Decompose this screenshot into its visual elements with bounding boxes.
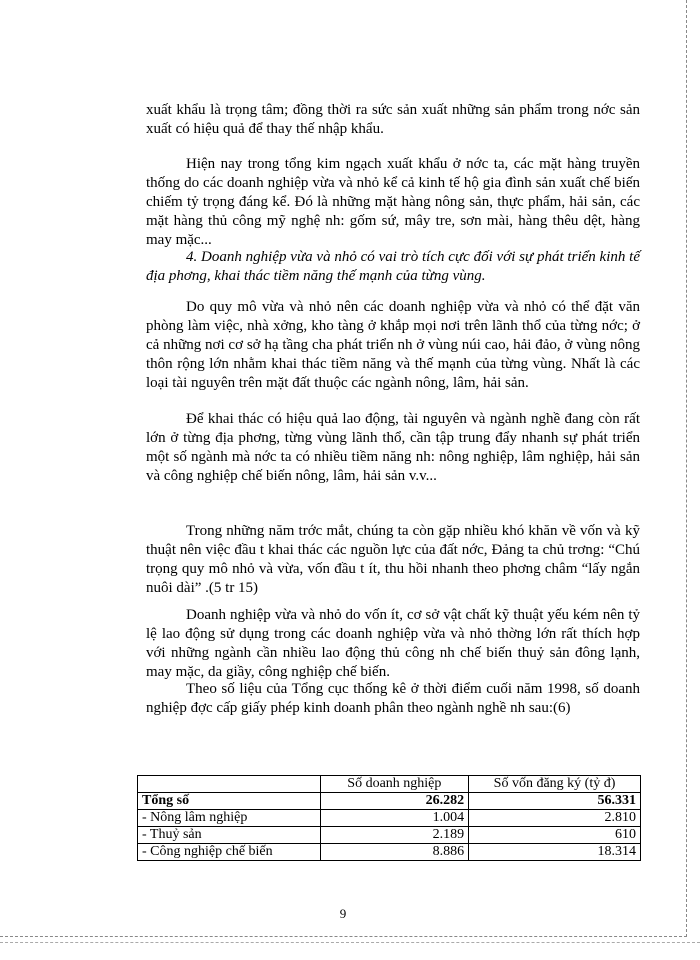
enterprise-statistics-table: [137, 775, 641, 861]
paragraph-4: [146, 298, 640, 393]
paragraph-8: [146, 680, 640, 718]
capital-cell: 18.314: [469, 844, 641, 861]
paragraph-text: Doanh nghiệp vừa và nhỏ do vốn ít, cơ sở vật chất kỹ thuật yếu kém nên tỷ lệ lao động sử dụng trong các doanh nghiệp vừa và nhỏ thờng lớn rất thích hợp với những ngành cần nhiều lao động thủ công nh chế biến thuỷ sản đông lạnh, may mặc, da giầy, công nghiệp chế biến.: [146, 607, 640, 680]
enterprises-cell: 2.189: [320, 827, 468, 844]
paragraph-text: Theo số liệu của Tổng cục thống kê ở thời điểm cuối năm 1998, số doanh nghiệp đợc cấp giấy phép kinh doanh phân theo ngành nghề nh sau:(6): [146, 681, 640, 716]
paragraph-text: Hiện nay trong tổng kim ngạch xuất khẩu ở nớc ta, các mặt hàng truyền thống do các doanh nghiệp vừa và nhỏ kể cả kinh tế hộ gia đình sản xuất chế biến chiếm tỷ trọng đáng kể. Đó là những mặt hàng nông sản, thực phẩm, hải sản, các mặt hàng thủ công mỹ nghệ nh: gốm sứ, mây tre, sơn mài, hàng thêu dệt, hàng may mặc...: [146, 156, 640, 248]
paragraph-6: [146, 522, 640, 598]
row-label: - Thuỷ sản: [138, 827, 321, 844]
row-label: Tổng số: [138, 793, 321, 810]
header-cell: Số doanh nghiệp: [320, 776, 468, 793]
capital-cell: 610: [469, 827, 641, 844]
paragraph-text: Do quy mô vừa và nhỏ nên các doanh nghiệp vừa và nhỏ có thể đặt văn phòng làm việc, nhà xởng, kho tàng ở khắp mọi nơi trên lãnh thổ của từng nớc; ở cả những nơi cơ sở hạ tầng cha phát triển nh ở vùng núi cao, hải đảo, ở vùng nông thôn rộng lớn nhằm khai thác tiềm năng và thế mạnh của từng vùng. Nhất là các loại tài nguyên trên mặt đất thuộc các ngành nông, lâm, hải sản.: [146, 299, 640, 391]
capital-cell: 56.331: [469, 793, 641, 810]
paragraph-7: [146, 606, 640, 682]
section-heading-text: 4. Doanh nghiệp vừa và nhỏ có vai trò tích cực đối với sự phát triển kinh tế địa phơng, khai thác tiềm năng thế mạnh của từng vùng.: [146, 249, 640, 284]
page-divider: [0, 942, 700, 943]
header-cell: Số vốn đăng ký (tỷ đ): [469, 776, 641, 793]
table-row: [138, 810, 641, 827]
paragraph-text: Trong những năm trớc mắt, chúng ta còn gặp nhiều khó khăn về vốn và kỹ thuật nên việc đầu t khai thác các nguồn lực của đất nớc, Đảng ta chủ trơng: “Chú trọng quy mô nhỏ và vừa, vốn đầu t ít, thu hồi nhanh theo phơng châm “lấy ngắn nuôi dài” .(5 tr 15): [146, 523, 640, 596]
header-cell: [138, 776, 321, 793]
paragraph-text: Để khai thác có hiệu quả lao động, tài nguyên và ngành nghề đang còn rất lớn ở từng địa phơng, từng vùng lãnh thổ, cần tập trung đẩy nhanh sự phát triển một số ngành mà nớc ta có nhiều tiềm năng nh: nông nghiệp, lâm nghiệp, hải sản và công nghiệp chế biến nông, lâm, hải sản v.v...: [146, 411, 640, 484]
enterprises-cell: 26.282: [320, 793, 468, 810]
table-row: [138, 844, 641, 861]
table-header-row: [138, 776, 641, 793]
page-number: 9: [339, 906, 347, 921]
row-label: - Công nghiệp chế biến: [138, 844, 321, 861]
row-label: - Nông lâm nghiệp: [138, 810, 321, 827]
capital-cell: 2.810: [469, 810, 641, 827]
section-heading: [146, 248, 640, 286]
paragraph-2: [146, 155, 640, 250]
table-row-total: [138, 793, 641, 810]
table-row: [138, 827, 641, 844]
enterprises-cell: 1.004: [320, 810, 468, 827]
paragraph-text: xuất khẩu là trọng tâm; đồng thời ra sức sản xuất những sản phẩm trong nớc sản xuất có hiệu quả để thay thế nhập khẩu.: [146, 102, 640, 137]
paragraph-1: [146, 101, 640, 139]
paragraph-5: [146, 410, 640, 486]
enterprises-cell: 8.886: [320, 844, 468, 861]
